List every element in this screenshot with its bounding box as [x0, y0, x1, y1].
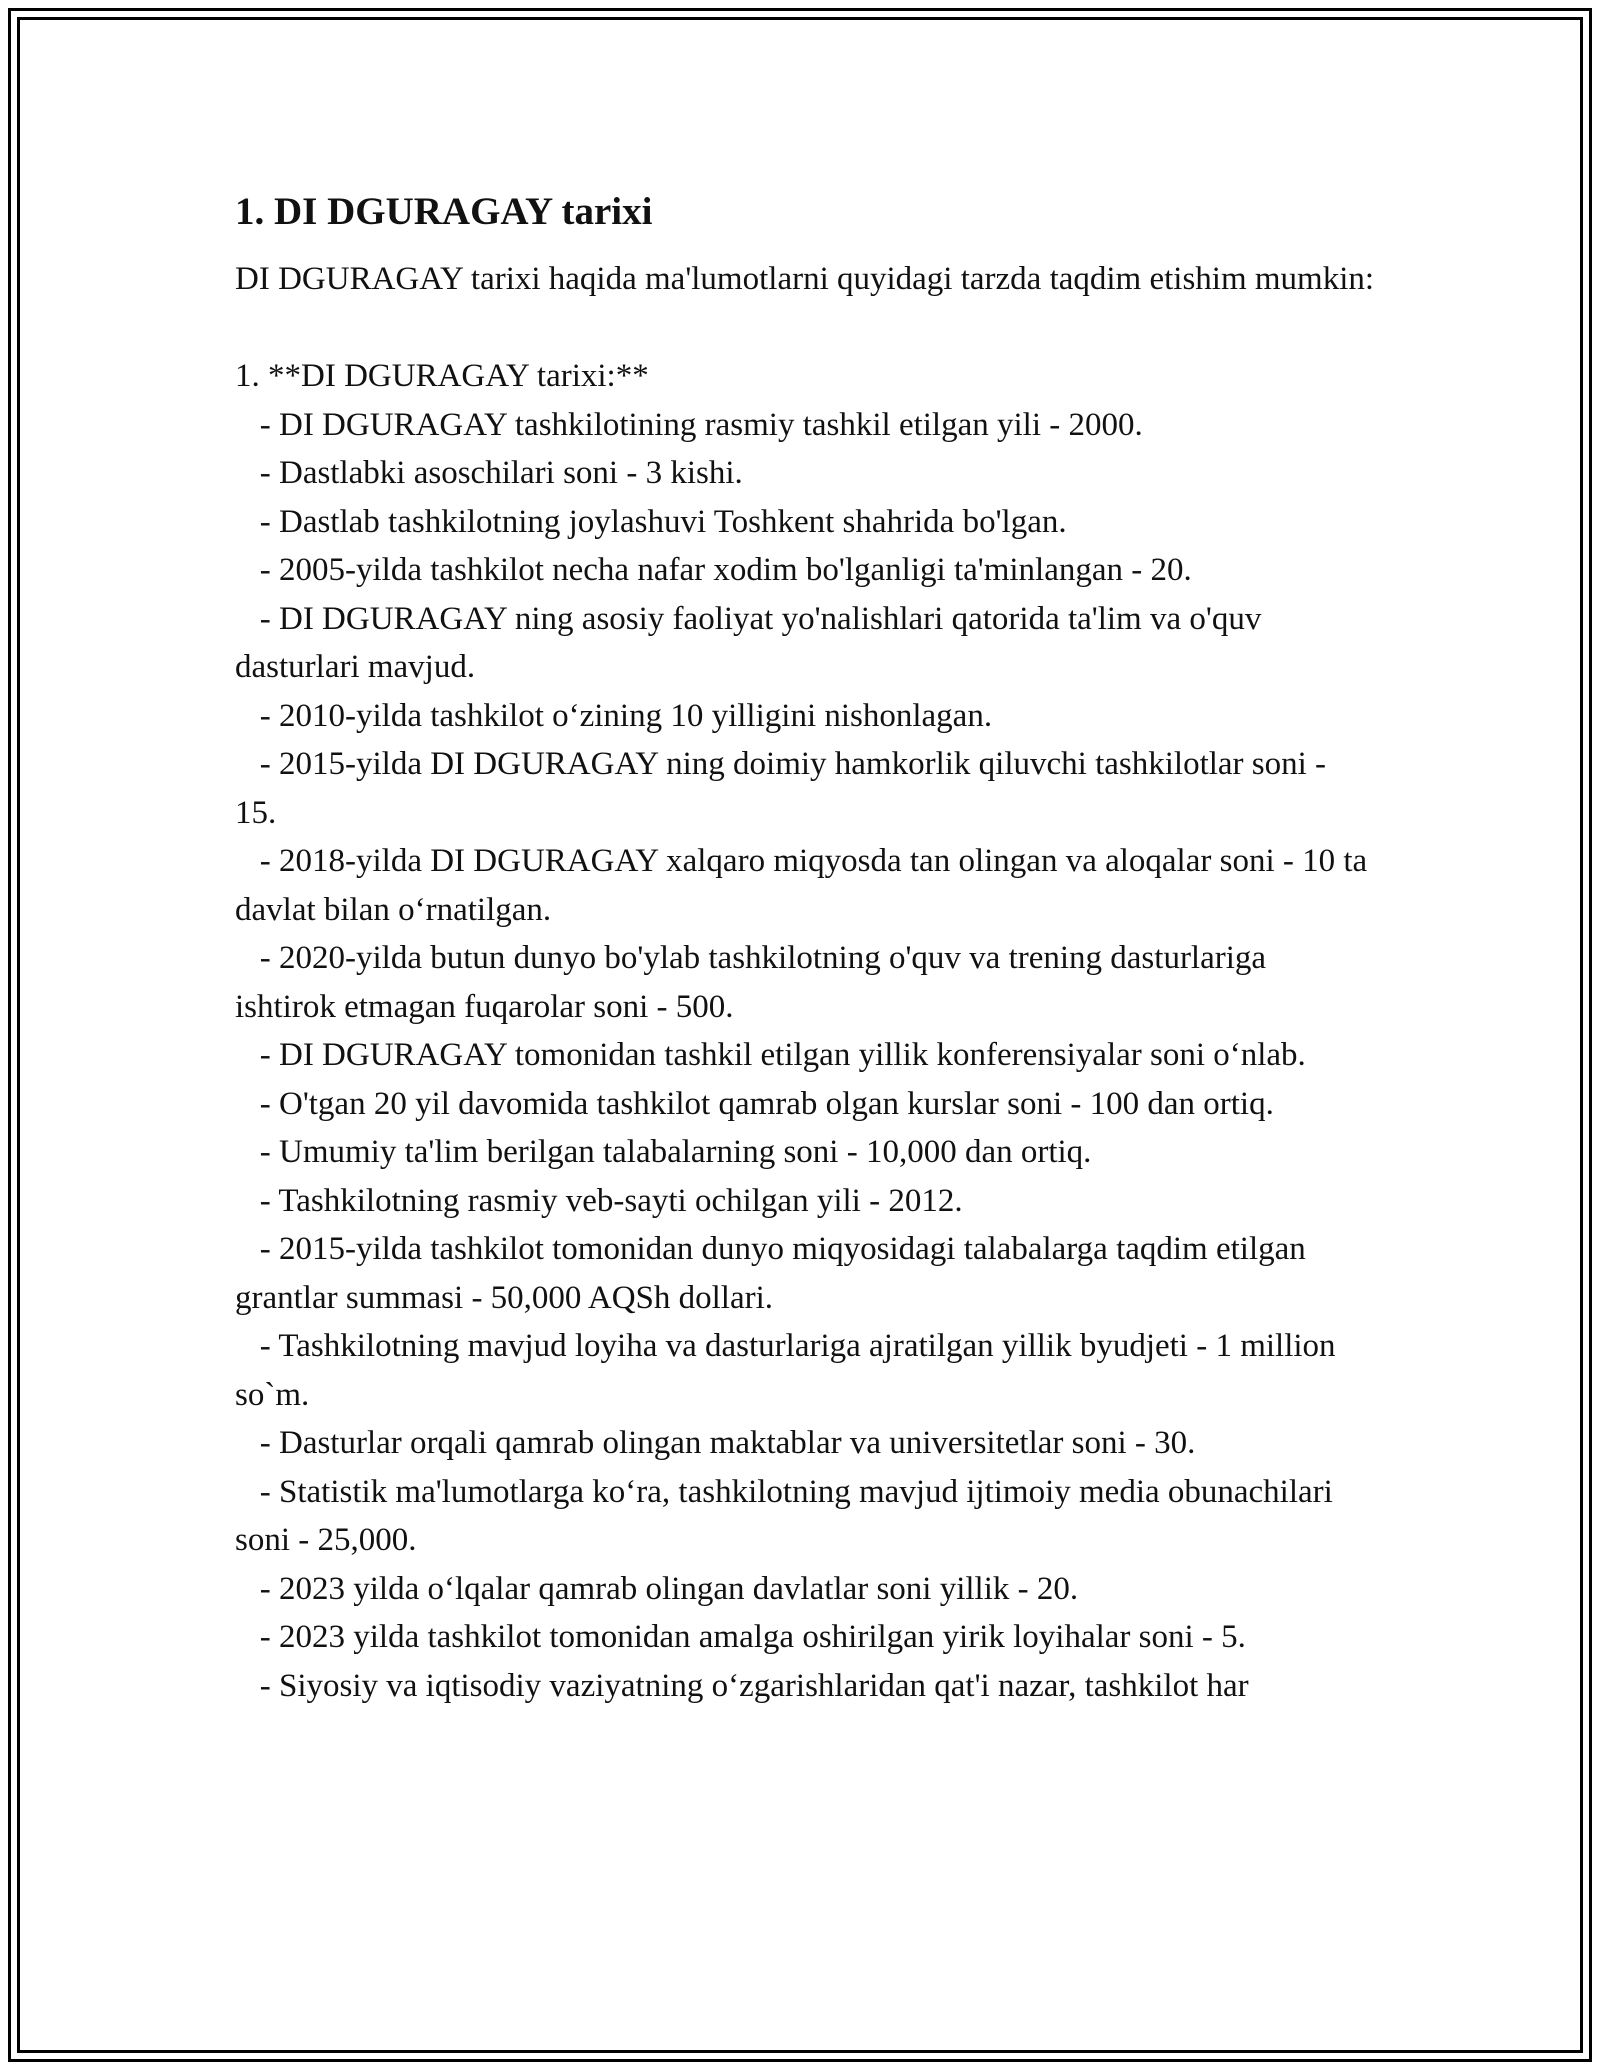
list-item: - 2005-yilda tashkilot necha nafar xodim bo'lganligi ta'minlangan - 20. [259, 552, 1192, 588]
list-item: - 2010-yilda tashkilot o‘zining 10 yilligini nishonlagan. [259, 697, 993, 734]
list-item: - Statistik ma'lumotlarga ko‘ra, tashkilotning mavjud ijtimoiy media obunachilari soni - 25,000. [235, 1473, 1333, 1558]
list-item: - 2023 yilda tashkilot tomonidan amalga oshirilgan yirik loyihalar soni - 5. [259, 1619, 1246, 1655]
list-item: - Dastlabki asoschilari soni - 3 kishi. [259, 455, 743, 491]
list-title: 1. **DI DGURAGAY tarixi:** [235, 358, 649, 394]
list-item: - DI DGURAGAY tashkilotining rasmiy tashkil etilgan yili - 2000. [259, 406, 1143, 443]
document-body [235, 184, 1375, 1710]
blank-line [235, 304, 1375, 353]
list-item: - DI DGURAGAY ning asosiy faoliyat yo'nalishlari qatorida ta'lim va o'quv dasturlari mavjud. [235, 600, 1262, 685]
list-item: - Siyosiy va iqtisodiy vaziyatning o‘zgarishlaridan qat'i nazar, tashkilot har [259, 1667, 1249, 1704]
list-item: - Dasturlar orqali qamrab olingan maktablar va universitetlar soni - 30. [259, 1425, 1196, 1461]
list-item: - 2023 yilda o‘lqalar qamrab olingan davlatlar soni yillik - 20. [259, 1570, 1079, 1607]
list-item: - Dastlab tashkilotning joylashuvi Toshkent shahrida bo'lgan. [259, 503, 1067, 540]
section-heading: 1. DI DGURAGAY tarixi [235, 190, 653, 233]
history-list [235, 401, 1375, 1711]
list-item: - 2018-yilda DI DGURAGAY xalqaro miqyosda tan olingan va aloqalar soni - 10 ta davlat bilan o‘rnatilgan. [235, 843, 1368, 928]
list-item: - 2020-yilda butun dunyo bo'ylab tashkilotning o'quv va trening dasturlariga ishtirok etmagan fuqarolar soni - 500. [235, 940, 1267, 1025]
list-item: - O'tgan 20 yil davomida tashkilot qamrab olgan kurslar soni - 100 dan ortiq. [259, 1085, 1274, 1122]
intro-paragraph: DI DGURAGAY tarixi haqida ma'lumotlarni quyidagi tarzda taqdim etishim mumkin: [235, 261, 1375, 297]
list-item: - DI DGURAGAY tomonidan tashkil etilgan yillik konferensiyalar soni o‘nlab. [259, 1037, 1306, 1073]
list-item: - Umumiy ta'lim berilgan talabalarning soni - 10,000 dan ortiq. [259, 1134, 1092, 1170]
list-item: - 2015-yilda tashkilot tomonidan dunyo miqyosidagi talabalarga taqdim etilgan grantlar summasi - 50,000 AQSh dollari. [235, 1231, 1306, 1316]
list-item: - Tashkilotning mavjud loyiha va dasturlariga ajratilgan yillik byudjeti - 1 million so`m. [235, 1328, 1336, 1413]
list-item: - Tashkilotning rasmiy veb-sayti ochilgan yili - 2012. [259, 1182, 963, 1219]
list-item: - 2015-yilda DI DGURAGAY ning doimiy hamkorlik qiluvchi tashkilotlar soni - 15. [235, 746, 1327, 831]
